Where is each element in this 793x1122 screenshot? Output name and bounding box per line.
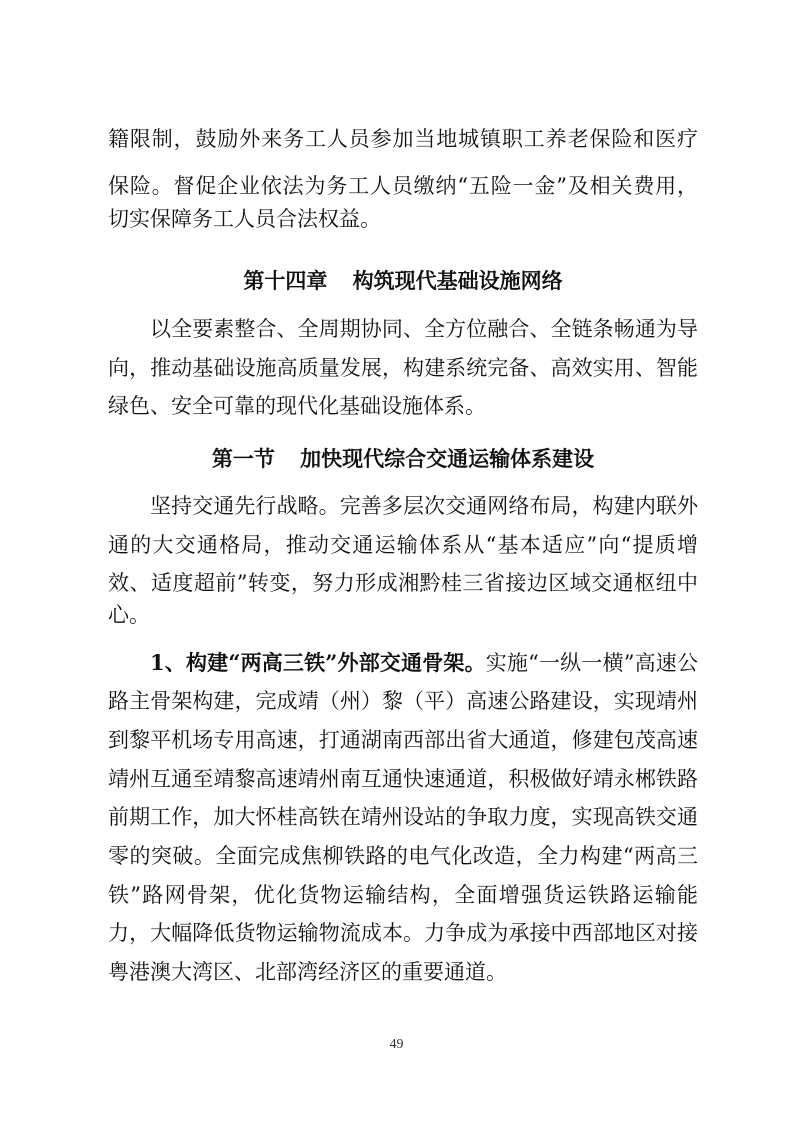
paragraph-line: 前期工作，加大怀桂高铁在靖州设站的争取力度，实现高铁交通: [108, 805, 698, 829]
paragraph-line: 路主骨架构建，完成靖（州）黎（平）高速公路建设，实现靖州: [108, 689, 698, 713]
section-number: 第一节: [211, 446, 275, 471]
paragraph-line: [150, 648, 698, 678]
section-heading: [108, 444, 698, 474]
paragraph-line: 向，推动基础设施高质量发展，构建系统完备、高效实用、智能: [108, 356, 698, 380]
paragraph-line: 保险。督促企业依法为务工人员缴纳“五险一金”及相关费用，: [108, 174, 698, 198]
page-number: 49: [389, 1037, 404, 1052]
chapter-heading: [108, 266, 698, 296]
paragraph-line: 铁”路网骨架，优化货物运输结构，全面增强货运铁路运输能: [108, 883, 698, 907]
paragraph-line: 心。: [108, 603, 150, 627]
paragraph-text: 实施“一纵一横”高速公: [485, 651, 698, 675]
paragraph-line: 坚持交通先行战略。完善多层次交通网络布局，构建内联外: [150, 494, 698, 518]
paragraph-line: 效、适度超前”转变，努力形成湘黔桂三省接边区域交通枢纽中: [108, 571, 698, 595]
paragraph-line: 零的突破。全面完成焦柳铁路的电气化改造，全力构建“两高三: [108, 844, 698, 868]
paragraph-line: 籍限制，鼓励外来务工人员参加当地城镇职工养老保险和医疗: [108, 127, 698, 151]
paragraph-line: 切实保障务工人员合法权益。: [108, 207, 381, 231]
paragraph-line: 绿色、安全可靠的现代化基础设施体系。: [108, 394, 486, 418]
section-title: 加快现代综合交通运输体系建设: [300, 446, 595, 471]
paragraph-line: 通的大交通格局，推动交通运输体系从“基本适应”向“提质增: [108, 533, 698, 557]
paragraph-line: 力，大幅降低货物运输物流成本。力争成为承接中西部地区对接: [108, 921, 698, 945]
chapter-number: 第十四章: [243, 268, 328, 293]
paragraph-line: 到黎平机场专用高速，打通湖南西部出省大通道，修建包茂高速: [108, 728, 698, 752]
bold-lead: 1、构建“两高三铁”外部交通骨架。: [150, 650, 486, 675]
paragraph-line: 以全要素整合、全周期协同、全方位融合、全链条畅通为导: [150, 317, 698, 341]
paragraph-line: 粤港澳大湾区、北部湾经济区的重要通道。: [108, 960, 507, 984]
chapter-title: 构筑现代基础设施网络: [352, 268, 563, 293]
paragraph-line: 靖州互通至靖黎高速靖州南互通快速通道，积极做好靖永郴铁路: [108, 767, 698, 791]
